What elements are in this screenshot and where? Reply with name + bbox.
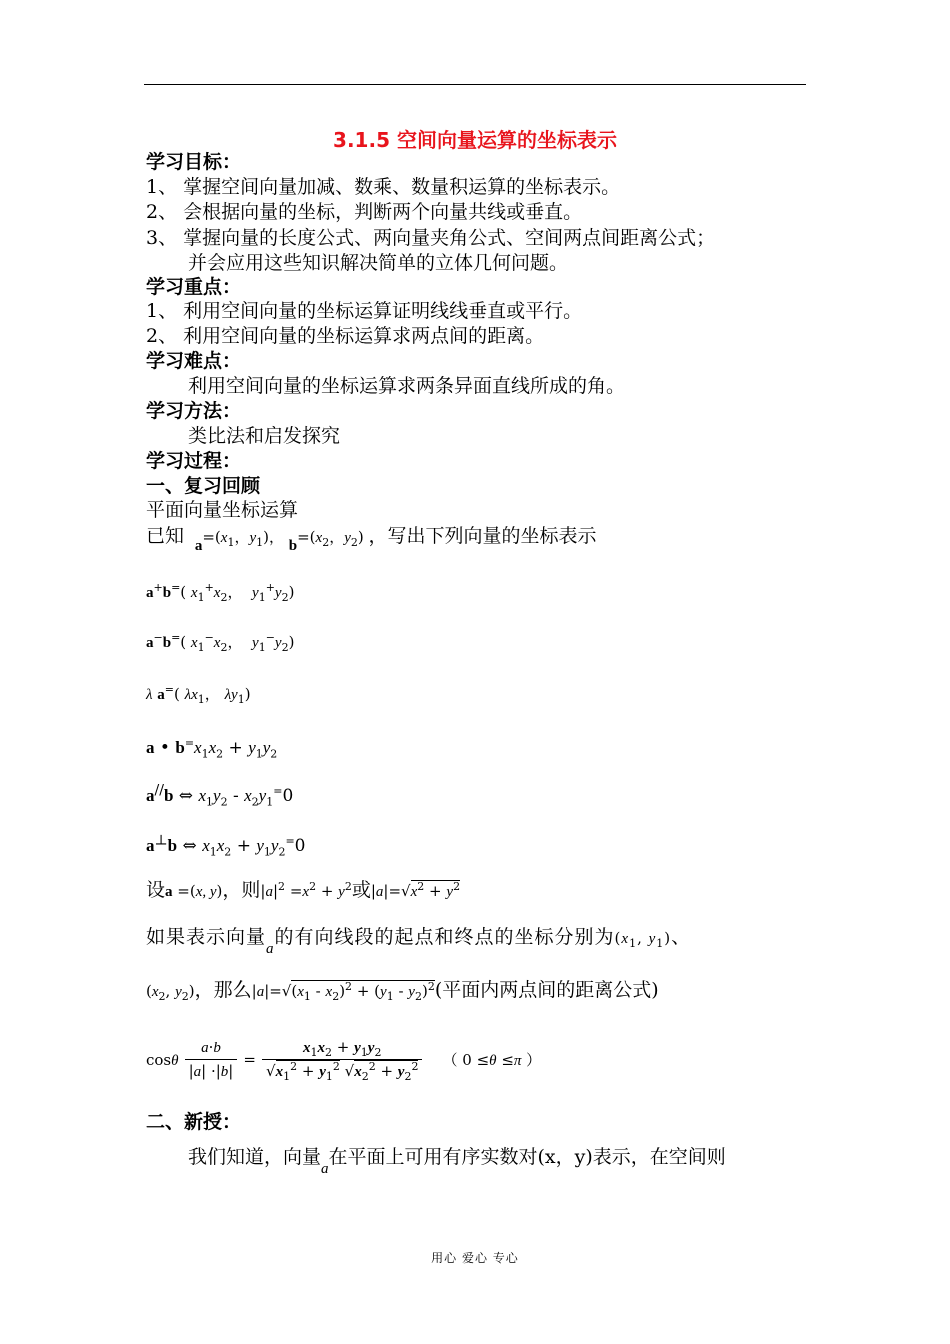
section-2-text-a: 我们知道，向量: [188, 1146, 322, 1168]
distance-line: ($x_2$, $y_2$)，那么$|a|=√(x_1 - x_2)^2 + (y_1 - y_2)^2$(平面内两点间的距离公式): [146, 979, 659, 1003]
given-formula: $a=(x_1$，$y_1$)， $b=(x_2$，$y_2$): [194, 528, 369, 554]
difficulty-text: 利用空间向量的坐标运算求两条异面直线所成的角。: [188, 375, 626, 397]
goal-item-2: 2、 会根据向量的坐标，判断两个向量共线或垂直。: [146, 201, 583, 223]
if-text-b: 的有向线段的起点和终点的坐标分别为: [274, 926, 615, 948]
if-text-a: 如果表示向量: [146, 926, 267, 948]
given-prefix: 已知: [146, 525, 185, 547]
or-text: 或: [351, 879, 371, 901]
page-title: 3.1.5 空间向量运算的坐标表示: [333, 128, 617, 152]
formula-perpendicular: a⊥b ⇔ $x_1x_2 + y_1y_2^=0$: [146, 832, 306, 859]
that-text: ，那么: [194, 979, 252, 1001]
process-heading: 学习过程：: [146, 450, 242, 472]
goal-item-3: 3、 掌握向量的长度公式、两向量夹角公式、空间两点间距离公式；: [146, 227, 716, 249]
formula-scalar-multiple: λ a=( $\lambda x_1$， $\lambda y_1$): [146, 683, 251, 706]
keypoint-item-2: 2、 利用空间向量的坐标运算求两点间的距离。: [146, 325, 545, 347]
given-line: [146, 524, 597, 554]
goal-item-3-cont: 并会应用这些知识解决简单的立体几何问题。: [188, 252, 569, 274]
formula-parallel: a//b ⇔ $x_1y_2 - x_2y_1^=0$: [146, 782, 294, 809]
section-2-text-b: 在平面上可用有序实数对(x，y)表示，在空间则: [328, 1146, 726, 1168]
let-prefix: 设: [146, 879, 166, 901]
formula-angle-cosine: cosθ $\frac{a\cdot b}{|a| \cdot|b|}$ = $\frac{x_1x_2 + y_1y_2}{√x_1^2 + y_1^2 √x_2^2 + y_2^2}$ （ 0 ≤θ ≤π ）: [146, 1038, 542, 1083]
goals-heading: 学习目标：: [146, 151, 242, 173]
section-1-heading: 一、复习回顾: [146, 475, 261, 497]
difficulty-heading: 学习难点：: [146, 350, 242, 372]
keypoints-heading: 学习重点：: [146, 276, 242, 298]
formula-dot-product: a • $b^=x_1x_2 + y_1y_2$: [146, 736, 278, 761]
endpoints-line: 如果表示向量$_a$的有向线段的起点和终点的坐标分别为($x_1$, $y_1$)、: [146, 926, 692, 957]
distance-note: (平面内两点间的距离公式): [434, 979, 659, 1001]
method-heading: 学习方法：: [146, 400, 242, 422]
keypoint-item-1: 1、 利用空间向量的坐标运算证明线线垂直或平行。: [146, 300, 583, 322]
given-suffix: ，写出下列向量的坐标表示: [368, 525, 597, 547]
method-text: 类比法和启发探究: [188, 425, 341, 447]
page-footer: 用心 爱心 专心: [431, 1251, 519, 1265]
section-2-heading: 二、新授：: [146, 1111, 242, 1133]
goal-item-1: 1、 掌握空间向量加减、数乘、数量积运算的坐标表示。: [146, 176, 621, 198]
section-2-text: 我们知道，向量$_a$在平面上可用有序实数对(x，y)表示，在空间则: [188, 1146, 726, 1177]
header-rule: [144, 84, 806, 85]
then-text: ，则: [222, 879, 261, 901]
modulus-line: 设a =(x, y)，则$|a|^2 =x^2 + y^2$或$|a|=√x^2 + y^2$: [146, 879, 461, 901]
formula-sum: a+b=( $x_1^+x_2$， $y_1^+y_2$): [146, 581, 295, 604]
formula-difference: a−b=( $x_1^-x_2$， $y_1^-y_2$): [146, 631, 295, 654]
review-subtitle: 平面向量坐标运算: [146, 499, 299, 521]
